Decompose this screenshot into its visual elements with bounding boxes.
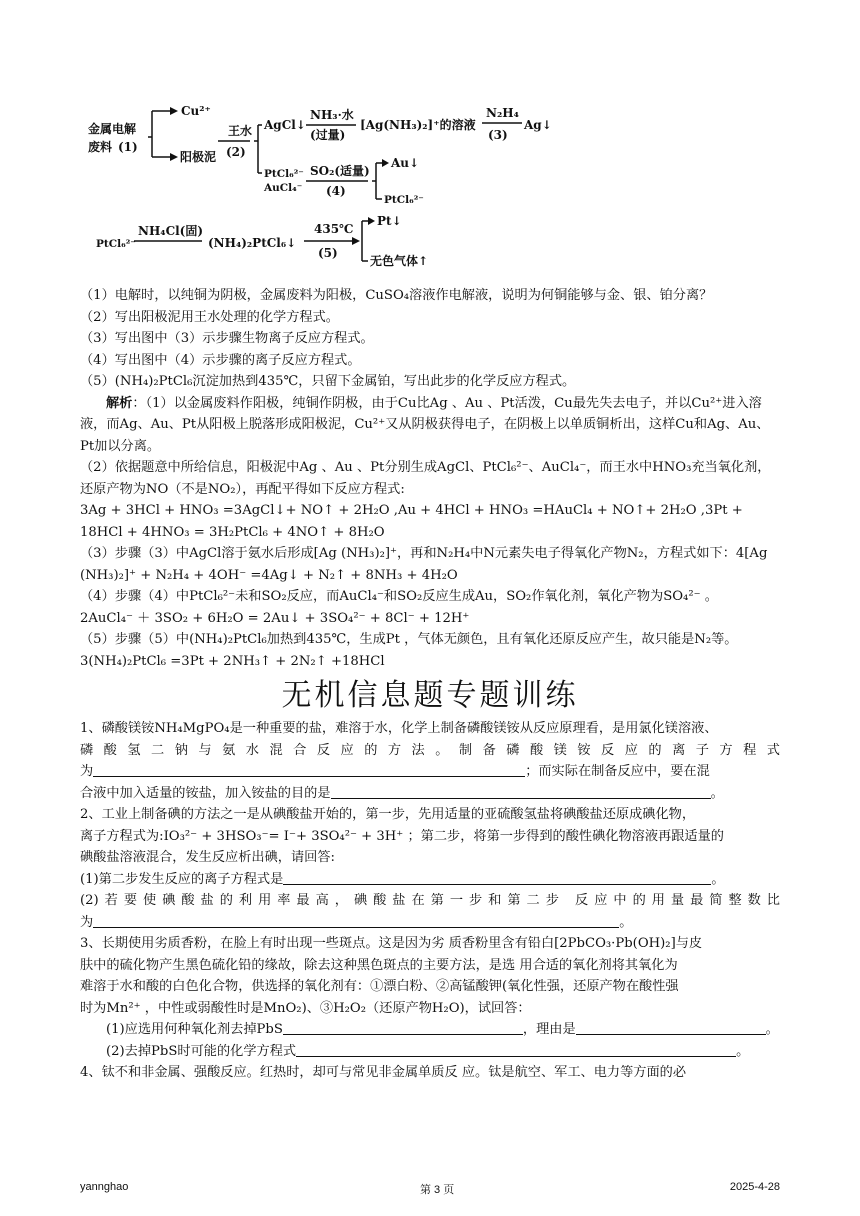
flowchart-diagram (78, 95, 638, 280)
exercise-2-line-2: 离子方程式为:IO₃²⁻ + 3HSO₃⁻= I⁻+ 3SO₄²⁻ + 3H⁺ ；第二步，将第一步得到的酸性碘化物溶液再跟适量的 (80, 828, 724, 844)
flow-row2-start: PtCl₆²⁻ (96, 238, 136, 250)
flow-aucl4: AuCl₄⁻ (264, 182, 303, 194)
flow-ag-complex: [Ag(NH₃)₂]⁺的溶液 (360, 118, 476, 132)
document-body (80, 285, 780, 1084)
exercise-4-line-1: 4、钛不和非金属、强酸反应。红热时，却可与常见非金属单质反 应。钛是航空、军工、电力等方面的必 (80, 1065, 687, 1080)
question-3: （3）写出图中（3）示步骤生物离子反应方程式。 (80, 331, 374, 346)
exercise-2-sub-2-blank[interactable] (93, 913, 619, 928)
flow-step4-label: (4) (326, 184, 346, 198)
footer-page-number: 第 3 页 (420, 1184, 455, 1196)
flow-nh4-ptcl6: (NH₄)₂PtCl₆↓ (208, 236, 297, 250)
analysis-equation-2: 3Ag + 3HCl + HNO₃ =3AgCl↓+ NO↑ + 2H₂O ,Au + 4HCl + HNO₃ =HAuCl₄ + NO↑+ 2H₂O ,3Pt + 18HCl + 4HNO₃ = 3H₂PtCl₆ + 4NO↑ + 8H₂O (80, 503, 743, 540)
footer-author: yannghao (80, 1181, 129, 1193)
exercise-3-sub-2 (80, 1041, 780, 1063)
flow-au-product: Au↓ (391, 156, 420, 170)
flow-anode-mud: 阳极泥 (180, 150, 217, 164)
exercise-2-sub-1 (80, 869, 780, 891)
exercise-3-sub-1-text: (1)应选用何种氧化剂去掉PbS (106, 1022, 283, 1037)
exercise-2-sub-1-text: (1)第二步发生反应的离子方程式是 (80, 871, 284, 887)
flow-gas-product: 无色气体↑ (370, 254, 429, 268)
exercise-3-sub-1-end: 。 (765, 1022, 779, 1037)
question-2: （2）写出阳极泥用王水处理的化学方程式。 (80, 309, 339, 325)
exercise-3-reason-blank[interactable] (576, 1020, 766, 1035)
flow-step5-label: (5) (318, 246, 338, 260)
analysis-text-1: ：（1）以金属废料作阳极，纯铜作阴极，由于Cu比Ag 、Au 、Pt活泼，Cu最先失去电子，并以Cu²⁺进入溶液，而Ag、Au、Pt从阳极上脱落形成阳极泥，Cu²⁺又从阴极获得电子，在阴极上以单质铜析出，这样Cu和Ag、Au、Pt加以分离。 (80, 395, 770, 454)
flow-pt-product: Pt↓ (377, 214, 402, 228)
flow-nh3-reagent: NH₃·水 (310, 108, 354, 122)
flow-step1-label: (1) (118, 140, 138, 154)
flow-nh4cl-reagent: NH₄Cl(固) (138, 224, 204, 238)
analysis-paragraph-1 (80, 393, 780, 458)
exercise-3-sub-1 (80, 1019, 780, 1041)
exercise-1-purpose: 合液中加入适量的铵盐，加入铵盐的目的是 (80, 785, 331, 801)
exercise-1-purpose-blank[interactable] (331, 784, 711, 799)
flow-step3-label: (3) (488, 128, 508, 142)
exercise-1-line-4 (80, 783, 780, 805)
flow-ag-product: Ag↓ (524, 118, 552, 132)
flow-cu-product: Cu²⁺ (181, 104, 211, 118)
exercise-3-line-2: 肤中的硫化物产生黑色硫化铅的缘故，除去这种黑色斑点的主要方法，是选 用合适的氧化剂将其氧化为 (80, 957, 678, 973)
flow-start-label-1: 金属电解 (88, 122, 137, 136)
exercise-2-sub-2-prefix: 为 (80, 914, 94, 930)
exercise-3-line-3: 难溶于水和酸的白色化合物，供选择的氧化剂有：①漂白粉、②高锰酸钾(氧化性强，还原产物在酸性强 (80, 979, 679, 994)
analysis-label: 解析 (106, 395, 133, 411)
flow-ptcl6: PtCl₆²⁻ (264, 168, 304, 180)
process-flowchart (78, 95, 638, 280)
exercise-2-sub-2: (2)若要使碘酸盐的利用率最高，碘酸盐在第一步和第二步 反应中的用量最简整数比 (80, 893, 780, 908)
analysis-paragraph-2: （2）依据题意中所给信息，阳极泥中Ag 、Au 、Pt分别生成AgCl、PtCl₆²⁻、AuCl₄⁻，而王水中HNO₃充当氧化剂，还原产物为NO（不是NO₂），再配平得如下反应方程式: (80, 460, 771, 497)
exercise-2-sub-1-blank[interactable] (283, 870, 711, 885)
exercise-2-line-3: 碘酸盐溶液混合，发生反应析出碘，请回答: (80, 850, 336, 865)
flow-temperature: 435℃ (314, 222, 354, 236)
exercise-1-suffix: ；而实际在制备反应中，要在混 (525, 764, 710, 779)
exercise-3-sub-1-reason: ，理由是 (522, 1022, 576, 1037)
flow-step2-label: (2) (226, 145, 246, 159)
exercise-3-line-1: 3、长期使用劣质香粉，在脸上有时出现一些斑点。这是因为劣 质香粉里含有铅白[2PbCO₃·Pb(OH)₂]与皮 (80, 936, 703, 951)
exercise-1-line-1: 1、磷酸镁铵NH₄MgPO₄是一种重要的盐，难溶于水，化学上制备磷酸镁铵从反应原理看，是用氯化镁溶液、 (80, 721, 718, 736)
question-5: （5）(NH₄)₂PtCl₆沉淀加热到435℃，只留下金属铂，写出此步的化学反应方程式。 (80, 374, 576, 389)
question-1: （1）电解时，以纯铜为阴极，金属废料为阳极，CuSO₄溶液作电解液，说明为何铜能够与金、银、铂分离？ (80, 288, 713, 303)
exercise-1-line-3 (80, 761, 780, 783)
flow-ptcl6-remaining: PtCl₆²⁻ (384, 194, 424, 206)
exercise-2-sub-2-end: 。 (619, 914, 633, 930)
footer-date: 2025-4-28 (729, 1181, 780, 1193)
flow-start-label-2: 废料 (88, 140, 113, 154)
analysis-equation-4: 2AuCl₄⁻ ＋ 3SO₂ + 6H₂O = 2Au↓ + 3SO₄²⁻ + 8Cl⁻ + 12H⁺ (80, 610, 470, 626)
exercise-3-sub-2-end: 。 (736, 1043, 750, 1059)
exercise-2-sub-1-end: 。 (711, 871, 725, 887)
exercise-3-line-4: 时为Mn²⁺ ，中性或弱酸性时是MnO₂)、③H₂O₂（还原产物H₂O)，试回答： (80, 1000, 531, 1016)
flow-aqua-regia: 王水 (228, 124, 253, 138)
exercise-1-prefix: 为 (80, 764, 94, 779)
page-footer (80, 1181, 780, 1197)
exercise-3-equation-blank[interactable] (296, 1042, 736, 1057)
exercise-2-line-1: 2、工业上制备碘的方法之一是从碘酸盐开始的，第一步，先用适量的亚硫酸氢盐将碘酸盐还原成碘化物， (80, 807, 696, 822)
flow-nh3-excess: (过量) (310, 128, 346, 142)
flow-n2h4-reagent: N₂H₄ (486, 106, 519, 120)
analysis-paragraph-4: （4）步骤（4）中PtCl₆²⁻未和SO₂反应，而AuCl₄⁻和SO₂反应生成Au，SO₂作氧化剂，氧化产物为SO₄²⁻ 。 (80, 589, 718, 604)
analysis-paragraph-5: （5）步骤（5）中(NH₄)₂PtCl₆加热到435℃，生成Pt ，气体无颜色，且有氧化还原反应产生，故只能是N₂等。3(NH₄)₂PtCl₆ =3Pt + 2NH₃↑ + 2N₂↑ +18HCl (80, 632, 738, 669)
analysis-paragraph-3: （3）步骤（3）中AgCl溶于氨水后形成[Ag (NH₃)₂]⁺，再和N₂H₄中N元素失电子得氧化产物N₂，方程式如下：4[Ag (NH₃)₂]⁺ + N₂H₄ + 4OH⁻ =4Ag↓ + N₂↑ + 8NH₃ + 4H₂O (80, 546, 768, 583)
exercise-3-sub-2-text: (2)去掉PbS时可能的化学方程式 (106, 1043, 297, 1059)
exercise-1-line-2: 磷 酸 氢 二 钠 与 氨 水 混 合 反 应 的 方 法 。 制 备 磷 酸 镁 铵 反 应 的 离 子 方 程 式 (80, 742, 780, 758)
flow-so2-reagent: SO₂(适量) (310, 164, 370, 178)
exercise-2-sub-2-answer (80, 912, 780, 934)
exercise-1-end: 。 (710, 785, 724, 801)
flow-agcl: AgCl↓ (264, 118, 306, 132)
question-4: （4）写出图中（4）示步骤的离子反应方程式。 (80, 352, 361, 368)
exercise-1-answer-blank[interactable] (93, 762, 525, 777)
exercise-3-oxidant-blank[interactable] (283, 1020, 523, 1035)
section-title: 无机信息题专题训练 (281, 678, 579, 713)
